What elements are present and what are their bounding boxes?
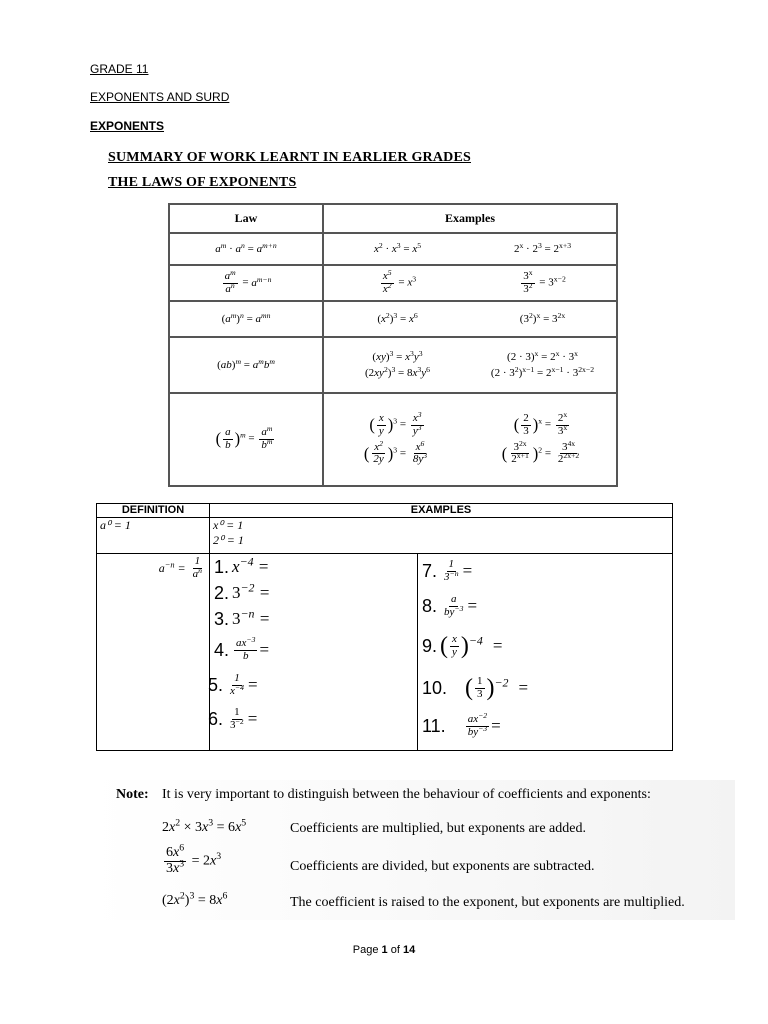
topic-heading: EXPONENTS AND SURD [90, 90, 230, 104]
note-example: $2x^2 \times 3x^3 = 6x^5$ [162, 817, 247, 835]
note-example: $(2x^2)^3 = 8x^6$ [162, 890, 228, 908]
section-heading: EXPONENTS [90, 119, 165, 133]
law-formula: $a^m \cdot a^n = a^{m+n}$ [169, 233, 323, 265]
examples-header: Examples [323, 204, 617, 233]
item-number: 6. [208, 708, 224, 729]
law-row [169, 393, 617, 486]
exercise-item: 11. $\frac{ax^{-2}}{by^{-3}}$ = [422, 710, 501, 738]
exercise-item: 8. $\frac{a}{by^{-3}}$ = [422, 592, 478, 618]
of-word: of [390, 944, 400, 956]
law-examples: $\frac{x^5}{x^2}$ = $x^3$ $\frac{3^x}{3^2}$ = $3^{x-2}$ [323, 265, 617, 301]
examples-left [210, 554, 418, 751]
item-number: 9. [422, 635, 438, 656]
definition-row [97, 518, 673, 554]
exercise-item: 7. $\frac{1}{3^{-n}}$ = [422, 557, 473, 583]
law-row [169, 265, 617, 301]
law-formula: $(a^m)^n = a^{mn}$ [169, 301, 323, 337]
note-text: It is very important to distinguish between the behaviour of coefficients and exponents: [162, 787, 651, 802]
note-rule: Coefficients are multiplied, but exponents are added. [290, 821, 586, 836]
law-examples: $(x^2)^3 = x^6$ $(3^2)^x = 3^{2x}$ [323, 301, 617, 337]
law-row [169, 337, 617, 393]
law-formula: $(ab)^m = a^mb^m$ [169, 337, 323, 393]
laws-table [168, 203, 618, 487]
note-example: $\frac{6x^6}{3x^3}$ = $2x^3$ [166, 842, 222, 876]
law-examples: $(xy)^3 = x^3y^3$ $(2xy^2)^3 = 8x^3y^6$ $(2 \cdot 3)^x = 2^x \cdot 3^x$ $(2 \cdot 3^2)^{x-1} = 2^{x-1} \cdot 3^{2x-2}$ [323, 337, 617, 393]
page-footer [0, 944, 768, 956]
law-formula: $\frac{a^m}{a^n}$ = $a^{m-n}$ [169, 265, 323, 301]
examples-right [418, 554, 673, 751]
definitions-table [96, 503, 673, 751]
note-label: Note: [116, 787, 149, 802]
item-number: 5. [208, 674, 224, 695]
laws-title: THE LAWS OF EXPONENTS [108, 175, 297, 190]
example-line: x⁰ = 1 [213, 518, 244, 532]
item-number: 2. [214, 582, 230, 603]
item-number: 11. [422, 715, 446, 736]
summary-title: SUMMARY OF WORK LEARNT IN EARLIER GRADES [108, 150, 471, 165]
item-number: 10. [422, 677, 448, 698]
page-total: 14 [402, 944, 416, 956]
item-number: 1. [214, 556, 230, 577]
exercise-item: 5. $\frac{1}{x^{-4}}$ = [208, 671, 258, 697]
exercise-item: 6. $\frac{1}{3^{-2}}$ = [208, 705, 258, 731]
examples-header: EXAMPLES [210, 504, 673, 518]
page-word: Page [352, 944, 379, 956]
note-rule: The coefficient is raised to the exponent, but exponents are multiplied. [290, 895, 685, 910]
item-number: 8. [422, 595, 438, 616]
exercise-item: 4. $\frac{ax^{-3}}{b}$ = [214, 634, 270, 662]
definition-cell: a⁰ = 1 [97, 518, 210, 554]
law-header: Law [169, 204, 323, 233]
exercise-item: 2. $3^{-2}$ = [214, 580, 271, 603]
note-rule: Coefficients are divided, but exponents are subtracted. [290, 859, 595, 874]
exercise-item: 10. ( $\frac{1}{3}$ ) $^{-2}$ = [422, 674, 529, 701]
definition-header: DEFINITION [97, 504, 210, 518]
exercise-item: 1. $x^{-4}$ = [214, 554, 270, 577]
law-row [169, 233, 617, 265]
example-line: 2⁰ = 1 [213, 533, 244, 547]
grade-heading: GRADE 11 [90, 62, 149, 76]
law-row [169, 301, 617, 337]
law-examples: $x^2 \cdot x^3 = x^5$ $2^x \cdot 2^3 = 2^{x+3}$ [323, 233, 617, 265]
law-formula: ( $\frac{a}{b}$ )$^m$ = $\frac{a^m}{b^m}$ [169, 393, 323, 486]
definition-cell: $a^{-n}$ = $\frac{1}{a^n}$ [97, 554, 210, 751]
law-examples: ( $\frac{x}{y}$ )$^3$ = $\frac{x^3}{y^3}$ ( $\frac{x^2}{2y}$ )$^3$ = $\frac{x^6}{8y^3}$ ( $\frac{2}{3}$ )$^x$ = $\frac{2^x}{3^x}$ ( $\frac{3^{2x}}{2^{x+1}}$ )$^2$ = $\frac{3^{4x}}{2^{2x+2}}$ [323, 393, 617, 486]
item-number: 7. [422, 560, 438, 581]
exercise-item: 3. $3^{-n}$ = [214, 606, 271, 629]
item-number: 3. [214, 608, 230, 629]
definition-row [97, 554, 673, 751]
item-number: 4. [214, 639, 230, 660]
examples-cell [210, 518, 673, 554]
exercise-item: 9. ( $\frac{x}{y}$ ) $^{-4}$ = [422, 632, 503, 659]
page-number: 1 [381, 944, 388, 956]
